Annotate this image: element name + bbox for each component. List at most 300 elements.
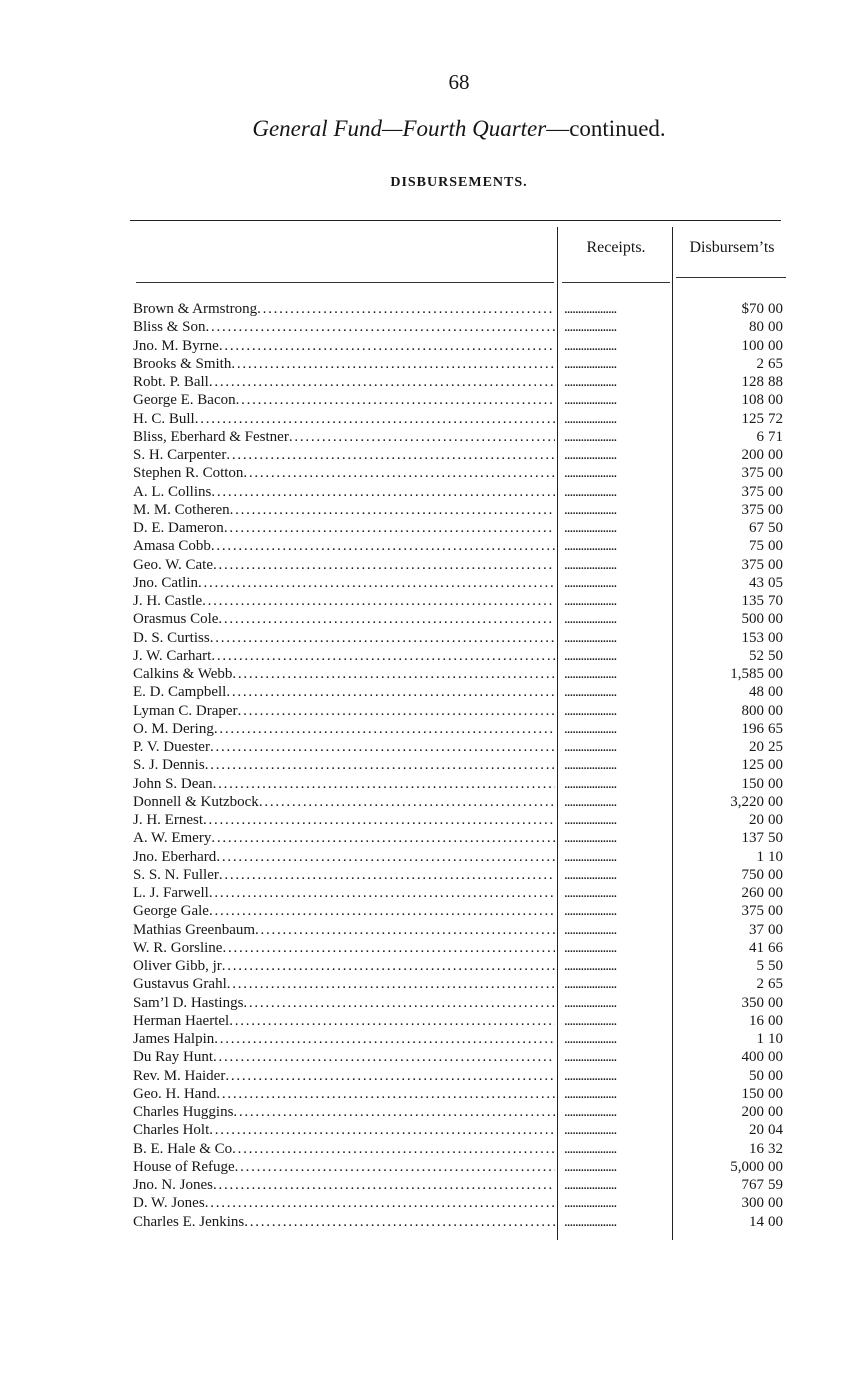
payee-name — [133, 1085, 555, 1103]
table-row — [0, 610, 859, 628]
amount-cents: 04 — [768, 1122, 783, 1139]
table-row — [0, 756, 859, 774]
amount-cents: 50 — [768, 830, 783, 847]
amount-cents: 00 — [768, 1158, 783, 1175]
amount-dollars: 41 — [749, 939, 764, 956]
payee-name — [133, 1213, 555, 1231]
amount-cents: 00 — [768, 921, 783, 938]
payee-name — [133, 1103, 555, 1121]
amount-cents: 50 — [768, 520, 783, 536]
table-row — [0, 866, 859, 884]
amount-cents: 00 — [768, 903, 783, 920]
table-row — [0, 1067, 859, 1085]
title-suffix: —continued. — [546, 116, 666, 141]
payee-name-text: James Halpin — [133, 1031, 215, 1047]
amount-cents: 00 — [768, 319, 783, 336]
receipts-cell: ................... — [564, 447, 617, 463]
amount-cents: 00 — [768, 501, 783, 518]
payee-name — [133, 665, 555, 683]
payee-name — [133, 975, 555, 993]
payee-name-text: S. J. Dennis — [133, 757, 205, 774]
amount-dollars: 48 — [749, 684, 764, 701]
amount-dollars: 750 — [741, 866, 764, 883]
payee-name-text: D. W. Jones — [133, 1195, 205, 1212]
receipts-cell: ................... — [564, 757, 617, 774]
table-row — [0, 1213, 859, 1231]
amount-dollars: 20 — [749, 739, 764, 755]
amount-cents: 00 — [768, 1085, 783, 1102]
header-rule-names — [136, 282, 554, 283]
payee-name-text: John S. Dean — [133, 775, 213, 792]
payee-name-text: Bliss & Son — [133, 319, 206, 336]
receipts-cell: ................... — [564, 647, 617, 664]
receipts-cell: ................... — [564, 885, 617, 901]
table-row — [0, 483, 859, 501]
receipts-cell: ................... — [564, 593, 617, 609]
amount-dollars: 260 — [741, 885, 764, 901]
receipts-cell: ................... — [564, 1213, 617, 1230]
amount-dollars: 375 — [741, 903, 764, 920]
table-row — [0, 811, 859, 829]
amount-dollars: 50 — [749, 1067, 764, 1084]
payee-name — [133, 519, 555, 537]
payee-name-text: Herman Haertel — [133, 1012, 230, 1029]
amount-dollars: $70 — [741, 301, 764, 317]
payee-name — [133, 592, 555, 610]
amount-dollars: 108 — [741, 392, 764, 409]
amount-dollars: 2 — [756, 976, 764, 993]
amount-dollars: 20 — [749, 812, 764, 828]
amount-cents: 00 — [768, 556, 783, 573]
table-row — [0, 428, 859, 446]
receipts-cell: ................... — [564, 994, 617, 1011]
amount-dollars: 125 — [741, 757, 764, 774]
table-row — [0, 829, 859, 847]
amount-dollars: 43 — [749, 574, 764, 591]
table-row — [0, 318, 859, 336]
payee-name — [133, 574, 555, 592]
receipts-cell: ................... — [564, 976, 617, 993]
receipts-cell: ................... — [564, 501, 617, 518]
amount-cents: 71 — [768, 428, 783, 445]
payee-name-text: Charles E. Jenkins — [133, 1213, 245, 1230]
amount-dollars: 16 — [749, 1012, 764, 1029]
amount-cents: 70 — [768, 593, 783, 609]
amount-cents: 00 — [768, 812, 783, 828]
receipts-cell: ................... — [564, 1012, 617, 1029]
table-row — [0, 574, 859, 592]
table-row — [0, 939, 859, 957]
payee-name-text: E. D. Campbell — [133, 684, 227, 701]
amount-dollars: 1 — [756, 848, 764, 865]
payee-name-text: Du Ray Hunt — [133, 1049, 213, 1066]
payee-name-text: House of Refuge — [133, 1158, 235, 1175]
payee-name-text: J. H. Ernest — [133, 812, 203, 828]
amount-dollars: 100 — [741, 337, 764, 354]
amount-cents: 00 — [768, 684, 783, 701]
payee-name-text: Lyman C. Draper — [133, 702, 238, 719]
amount-cents: 00 — [768, 1104, 783, 1120]
payee-name-text: Geo. H. Hand — [133, 1085, 217, 1102]
table-row — [0, 410, 859, 428]
amount-cents: 00 — [768, 866, 783, 883]
amount-cents: 00 — [768, 483, 783, 500]
payee-name — [133, 1121, 555, 1139]
amount-cents: 00 — [768, 465, 783, 482]
amount-dollars: 400 — [741, 1049, 764, 1066]
receipts-cell: ................... — [564, 520, 617, 536]
payee-name — [133, 501, 555, 519]
receipts-cell: ................... — [564, 830, 617, 847]
amount-dollars: 80 — [749, 319, 764, 336]
payee-name — [133, 756, 555, 774]
payee-name — [133, 902, 555, 920]
receipts-cell: ................... — [564, 848, 617, 865]
amount-dollars: 375 — [741, 501, 764, 518]
table-row — [0, 994, 859, 1012]
table-row — [0, 848, 859, 866]
payee-name-text: Brown & Armstrong — [133, 301, 258, 317]
payee-name-text: L. J. Farwell — [133, 885, 209, 901]
amount-dollars: 300 — [741, 1195, 764, 1212]
table-row — [0, 1158, 859, 1176]
amount-cents: 65 — [768, 976, 783, 993]
amount-cents: 00 — [768, 629, 783, 646]
payee-name-text: P. V. Duester — [133, 739, 210, 755]
amount-cents: 65 — [768, 355, 783, 372]
receipts-cell: ................... — [564, 793, 617, 810]
payee-name — [133, 300, 555, 318]
payee-name — [133, 446, 555, 464]
receipts-column-header: Receipts. — [586, 239, 646, 256]
receipts-cell: ................... — [564, 1049, 617, 1066]
amount-dollars: 37 — [749, 921, 764, 938]
table-row — [0, 1048, 859, 1066]
payee-name-text: Oliver Gibb, jr — [133, 958, 222, 974]
receipts-cell: ................... — [564, 720, 617, 737]
amount-cents: 10 — [768, 848, 783, 865]
payee-name — [133, 1158, 555, 1176]
table-row — [0, 884, 859, 902]
amount-dollars: 5,000 — [730, 1158, 764, 1175]
table-row — [0, 519, 859, 537]
receipts-cell: ................... — [564, 483, 617, 500]
table-row — [0, 775, 859, 793]
payee-name-text: George Gale — [133, 903, 209, 920]
payee-name-text: S. H. Carpenter — [133, 447, 227, 463]
table-row — [0, 1012, 859, 1030]
table-row — [0, 1103, 859, 1121]
payee-name-text: Charles Huggins — [133, 1104, 234, 1120]
table-row — [0, 1176, 859, 1194]
payee-name-text: Amasa Cobb — [133, 538, 211, 555]
table-row — [0, 921, 859, 939]
receipts-cell: ................... — [564, 1195, 617, 1212]
amount-cents: 00 — [768, 301, 783, 317]
table-row — [0, 647, 859, 665]
payee-name — [133, 1067, 555, 1085]
receipts-cell: ................... — [564, 1104, 617, 1120]
header-rule-disbursements — [676, 277, 786, 278]
receipts-cell: ................... — [564, 319, 617, 336]
amount-cents: 00 — [768, 1195, 783, 1212]
receipts-cell: ................... — [564, 301, 617, 317]
amount-dollars: 6 — [756, 428, 764, 445]
table-top-rule — [130, 220, 781, 221]
payee-name-text: Jno. M. Byrne — [133, 337, 219, 354]
payee-name-text: J. H. Castle — [133, 593, 203, 609]
table-row — [0, 975, 859, 993]
amount-dollars: 128 — [741, 374, 764, 390]
amount-cents: 00 — [768, 538, 783, 555]
amount-cents: 05 — [768, 574, 783, 591]
payee-name-text: George E. Bacon — [133, 392, 236, 409]
payee-name — [133, 1176, 555, 1194]
amount-cents: 32 — [768, 1140, 783, 1157]
payee-name — [133, 702, 555, 720]
amount-dollars: 196 — [741, 720, 764, 737]
table-row — [0, 1121, 859, 1139]
title-main: General Fund—Fourth Quarter — [252, 116, 547, 141]
amount-cents: 25 — [768, 739, 783, 755]
amount-cents: 59 — [768, 1177, 783, 1193]
payee-name — [133, 720, 555, 738]
receipts-cell: ................... — [564, 1085, 617, 1102]
payee-name-text: W. R. Gorsline — [133, 939, 223, 956]
receipts-cell: ................... — [564, 1140, 617, 1157]
payee-name-text: Calkins & Webb — [133, 666, 233, 682]
payee-name — [133, 866, 555, 884]
payee-name — [133, 738, 555, 756]
page-number: 68 — [448, 70, 470, 94]
payee-name — [133, 483, 555, 501]
receipts-cell: ................... — [564, 428, 617, 445]
header-rule-receipts — [562, 282, 670, 283]
receipts-cell: ................... — [564, 392, 617, 409]
amount-cents: 50 — [768, 958, 783, 974]
amount-cents: 00 — [768, 994, 783, 1011]
table-row — [0, 464, 859, 482]
receipts-cell: ................... — [564, 611, 617, 628]
amount-cents: 00 — [768, 1012, 783, 1029]
amount-cents: 00 — [768, 757, 783, 774]
amount-dollars: 150 — [741, 1085, 764, 1102]
table-row — [0, 957, 859, 975]
amount-dollars: 1,585 — [730, 666, 764, 682]
amount-dollars: 5 — [756, 958, 764, 974]
amount-cents: 00 — [768, 1213, 783, 1230]
receipts-cell: ................... — [564, 465, 617, 482]
receipts-cell: ................... — [564, 775, 617, 792]
amount-cents: 00 — [768, 666, 783, 682]
table-row — [0, 446, 859, 464]
receipts-cell: ................... — [564, 684, 617, 701]
amount-dollars: 153 — [741, 629, 764, 646]
table-row — [0, 902, 859, 920]
amount-cents: 00 — [768, 775, 783, 792]
receipts-cell: ................... — [564, 739, 617, 755]
payee-name-text: B. E. Hale & Co — [133, 1140, 233, 1157]
amount-dollars: 137 — [741, 830, 764, 847]
disbursement-table — [0, 300, 859, 1231]
amount-dollars: 350 — [741, 994, 764, 1011]
table-row — [0, 665, 859, 683]
table-row — [0, 629, 859, 647]
payee-name-text: Mathias Greenbaum — [133, 921, 256, 938]
receipts-cell: ................... — [564, 666, 617, 682]
table-row — [0, 373, 859, 391]
payee-name — [133, 647, 555, 665]
payee-name-text: A. L. Collins — [133, 483, 212, 500]
amount-dollars: 135 — [741, 593, 764, 609]
payee-name — [133, 793, 555, 811]
table-row — [0, 683, 859, 701]
section-heading: DISBURSEMENTS. — [390, 175, 528, 190]
payee-name-text: Stephen R. Cotton — [133, 465, 244, 482]
table-row — [0, 355, 859, 373]
payee-name — [133, 355, 555, 373]
page-title — [0, 116, 859, 142]
receipts-cell: ................... — [564, 702, 617, 719]
receipts-cell: ................... — [564, 374, 617, 390]
payee-name-text: Jno. N. Jones — [133, 1177, 214, 1193]
amount-dollars: 800 — [741, 702, 764, 719]
payee-name — [133, 1048, 555, 1066]
amount-dollars: 200 — [741, 447, 764, 463]
receipts-cell: ................... — [564, 574, 617, 591]
payee-name-text: S. S. N. Fuller — [133, 866, 219, 883]
payee-name — [133, 1030, 555, 1048]
table-row — [0, 537, 859, 555]
payee-name-text: Robt. P. Ball — [133, 374, 209, 390]
amount-dollars: 20 — [749, 1122, 764, 1139]
amount-dollars: 375 — [741, 483, 764, 500]
disbursements-column-header: Disbursem’ts — [689, 239, 775, 256]
table-row — [0, 1140, 859, 1158]
table-row — [0, 720, 859, 738]
receipts-cell: ................... — [564, 556, 617, 573]
amount-cents: 00 — [768, 1049, 783, 1066]
amount-cents: 00 — [768, 611, 783, 628]
payee-name — [133, 610, 555, 628]
amount-cents: 00 — [768, 702, 783, 719]
receipts-cell: ................... — [564, 355, 617, 372]
payee-name — [133, 318, 555, 336]
payee-name-text: Gustavus Grahl — [133, 976, 227, 993]
payee-name — [133, 537, 555, 555]
receipts-cell: ................... — [564, 538, 617, 555]
receipts-cell: ................... — [564, 1031, 617, 1047]
payee-name-text: A. W. Emery — [133, 830, 212, 847]
table-row — [0, 391, 859, 409]
payee-name — [133, 994, 555, 1012]
amount-dollars: 500 — [741, 611, 764, 628]
payee-name — [133, 428, 555, 446]
payee-name-text: Jno. Catlin — [133, 574, 199, 591]
receipts-cell: ................... — [564, 629, 617, 646]
payee-name-text: Geo. W. Cate — [133, 556, 213, 573]
table-row — [0, 1030, 859, 1048]
amount-dollars: 52 — [749, 647, 764, 664]
table-row — [0, 1085, 859, 1103]
receipts-cell: ................... — [564, 921, 617, 938]
table-row — [0, 556, 859, 574]
payee-name — [133, 848, 555, 866]
payee-name — [133, 775, 555, 793]
table-row — [0, 501, 859, 519]
amount-dollars: 125 — [741, 410, 764, 427]
payee-name-text: M. M. Cotheren — [133, 501, 230, 518]
table-row — [0, 738, 859, 756]
payee-name — [133, 337, 555, 355]
payee-name — [133, 829, 555, 847]
table-row — [0, 337, 859, 355]
payee-name — [133, 1140, 555, 1158]
payee-name — [133, 939, 555, 957]
payee-name-text: Sam’l D. Hastings — [133, 994, 244, 1011]
payee-name-text: H. C. Bull — [133, 410, 195, 427]
receipts-cell: ................... — [564, 866, 617, 883]
amount-dollars: 67 — [749, 520, 764, 536]
amount-dollars: 767 — [741, 1177, 764, 1193]
payee-name — [133, 391, 555, 409]
payee-name-text: Charles Holt — [133, 1122, 210, 1139]
receipts-cell: ................... — [564, 1177, 617, 1193]
payee-name — [133, 464, 555, 482]
table-row — [0, 300, 859, 318]
table-row — [0, 592, 859, 610]
amount-dollars: 375 — [741, 465, 764, 482]
receipts-cell: ................... — [564, 337, 617, 354]
amount-dollars: 75 — [749, 538, 764, 555]
amount-cents: 66 — [768, 939, 783, 956]
amount-dollars: 3,220 — [730, 793, 764, 810]
receipts-cell: ................... — [564, 1158, 617, 1175]
amount-cents: 00 — [768, 447, 783, 463]
payee-name — [133, 811, 555, 829]
receipts-cell: ................... — [564, 958, 617, 974]
payee-name — [133, 556, 555, 574]
payee-name — [133, 957, 555, 975]
payee-name — [133, 629, 555, 647]
amount-dollars: 375 — [741, 556, 764, 573]
amount-cents: 88 — [768, 374, 783, 390]
receipts-cell: ................... — [564, 1067, 617, 1084]
payee-name — [133, 1012, 555, 1030]
amount-cents: 65 — [768, 720, 783, 737]
payee-name-text: Brooks & Smith — [133, 355, 232, 372]
payee-name-text: Jno. Eberhard — [133, 848, 217, 865]
amount-dollars: 14 — [749, 1213, 764, 1230]
payee-name — [133, 1194, 555, 1212]
table-row — [0, 793, 859, 811]
table-row — [0, 1194, 859, 1212]
receipts-cell: ................... — [564, 903, 617, 920]
amount-cents: 00 — [768, 337, 783, 354]
payee-name — [133, 921, 555, 939]
amount-cents: 00 — [768, 793, 783, 810]
amount-dollars: 2 — [756, 355, 764, 372]
payee-name — [133, 884, 555, 902]
payee-name-text: Bliss, Eberhard & Festner — [133, 428, 289, 445]
payee-name — [133, 683, 555, 701]
amount-dollars: 16 — [749, 1140, 764, 1157]
payee-name-text: D. S. Curtiss — [133, 629, 210, 646]
payee-name — [133, 373, 555, 391]
receipts-cell: ................... — [564, 812, 617, 828]
payee-name-text: Orasmus Cole — [133, 611, 219, 628]
amount-cents: 00 — [768, 392, 783, 409]
